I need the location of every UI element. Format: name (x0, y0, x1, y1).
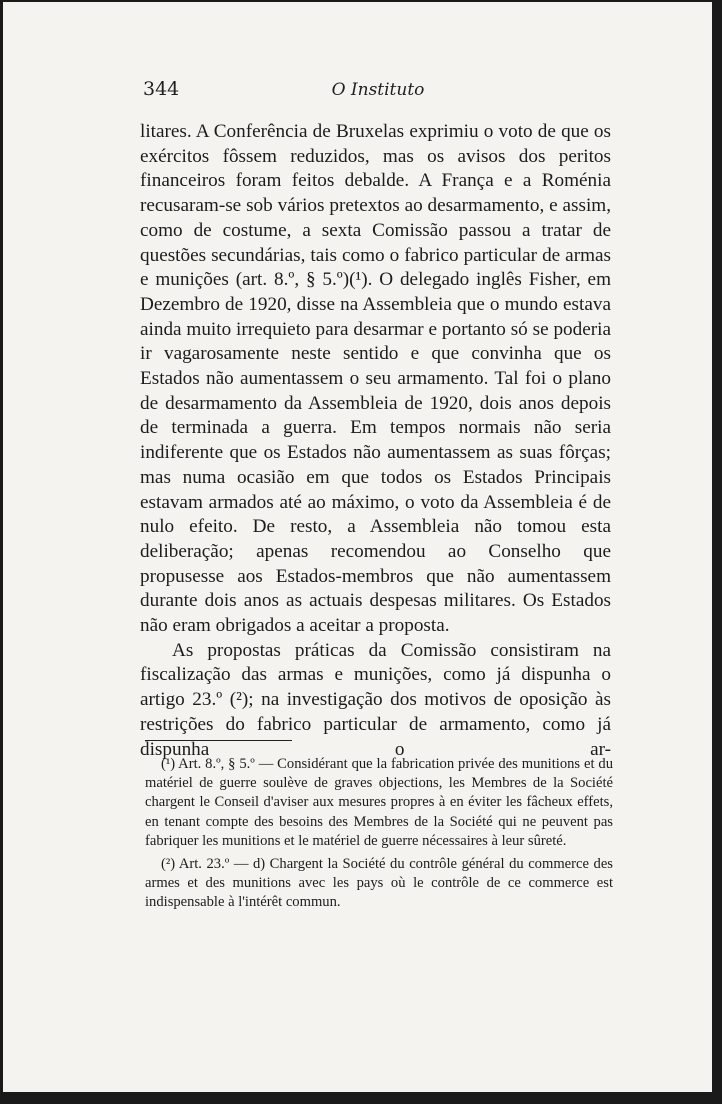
paragraph: As propostas práticas da Comissão consistiram na fiscalização das armas e munições, como já dispunha o artigo 23.º (²); na investigação dos motivos de oposição às restrições do fabrico particular de armamento, como já dispunha o ar- (140, 639, 611, 760)
running-title: O Instituto (331, 80, 425, 100)
page-header (143, 78, 613, 102)
footnote-separator (145, 740, 292, 741)
footnotes (145, 755, 613, 913)
footnote: (¹) Art. 8.º, § 5.º — Considérant que la fabrication privée des munitions et du matériel de guerre soulève de graves objections, les Membres de la Société chargent le Conseil d'aviser aux mesures propres à en éviter les fâcheux effets, en tenant compte des besoins des Membres de la Société qui ne peuvent pas fabriquer les munitions et le matériel de guerre nécessaires à leur sûreté. (145, 756, 613, 849)
paragraph: litares. A Conferência de Bruxelas exprimiu o voto de que os exércitos fôssem reduzidos, mas os avisos dos peritos financeiros foram feitos debalde. A França e a Roménia recusaram-se sob vários pretextos ao desarmamento, e assim, como de costume, a sexta Comissão passou a tratar de questões secundárias, tais como o fabrico particular de armas e munições (art. 8.º, § 5.º)(¹). O delegado inglês Fisher, em Dezembro de 1920, disse na Assembleia que o mundo estava ainda muito irrequieto para desarmar e portanto só se poderia ir vagarosamente neste sentido e que convinha que os Estados não aumentassem o seu armamento. Tal foi o plano de desarmamento da Assembleia de 1920, dois anos depois de terminada a guerra. Em tempos normais não seria indiferente que os Estados não aumentassem as suas fôrças; mas numa ocasião em que todos os Estados Principais estavam armados até ao máximo, o voto da Assembleia é de nulo efeito. De resto, a Assembleia não tomou esta deliberação; apenas recomendou ao Conselho que propusesse aos Estados-membros que não aumentassem durante dois anos as actuais despesas militares. Os Estados não eram obrigados a aceitar a proposta. (140, 121, 611, 637)
body-text (140, 120, 611, 762)
footnote: (²) Art. 23.º — d) Chargent la Société du contrôle général du commerce des armes et des munitions avec les pays où le contrôle de ce commerce est indispensable à l'intérêt commun. (145, 856, 613, 911)
page-number: 344 (143, 78, 180, 100)
